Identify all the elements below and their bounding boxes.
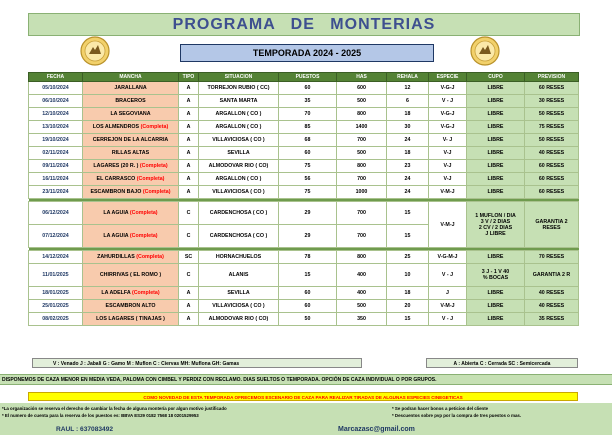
mancha-cell xyxy=(83,147,179,160)
mancha-cell xyxy=(83,300,179,313)
table-row xyxy=(29,134,579,147)
column-header: PUESTOS xyxy=(279,73,337,82)
puestos-cell: 75 xyxy=(279,186,337,199)
cupo-cell: LIBRE xyxy=(467,186,525,199)
mancha-name: LA AGUIA xyxy=(103,233,129,239)
tipo-cell: C xyxy=(179,264,199,287)
tipo-cell: C xyxy=(179,225,199,248)
has-cell: 500 xyxy=(337,147,387,160)
especie-cell: V- J xyxy=(429,134,467,147)
has-cell: 700 xyxy=(337,173,387,186)
completa-badge: (Completa) xyxy=(136,176,165,182)
cupo-cell-line: 3 V / 2 DIAS xyxy=(480,218,511,225)
mancha-name: LOS LAGARES ( TINAJAS ) xyxy=(96,316,165,322)
mancha-name: RILLAS ALTAS xyxy=(111,150,150,156)
prevision-cell: 70 RESES xyxy=(525,251,579,264)
puestos-cell: 56 xyxy=(279,173,337,186)
prevision-cell: 75 RESES xyxy=(525,121,579,134)
fecha-cell: 02/11/2024 xyxy=(29,147,83,160)
cupo-cell xyxy=(467,264,525,287)
tipo-cell: A xyxy=(179,287,199,300)
situacion-cell: VILLAVICIOSA ( CO ) xyxy=(199,300,279,313)
column-header: PREVISION xyxy=(525,73,579,82)
cupo-cell: LIBRE xyxy=(467,287,525,300)
cupo-cell: LIBRE xyxy=(467,300,525,313)
puestos-cell: 78 xyxy=(279,251,337,264)
footer xyxy=(0,403,612,435)
has-cell: 800 xyxy=(337,251,387,264)
fecha-cell: 16/11/2024 xyxy=(29,173,83,186)
mancha-cell xyxy=(83,264,179,287)
especie-cell: J xyxy=(429,287,467,300)
rehala-cell: 10 xyxy=(387,264,429,287)
table-row xyxy=(29,251,579,264)
cupo-cell-line: J LIBRE xyxy=(485,230,506,237)
mancha-name: ZAHURDILLAS xyxy=(97,254,135,260)
has-cell: 800 xyxy=(337,160,387,173)
type-legend: A : Abierta C : Cerrada SC : Semicercada xyxy=(426,358,578,368)
table-row xyxy=(29,108,579,121)
legend xyxy=(28,358,578,368)
especie-cell: V-G-M-J xyxy=(429,251,467,264)
fecha-cell: 05/10/2024 xyxy=(29,82,83,95)
mancha-name: BRACEROS xyxy=(115,98,146,104)
especie-cell: V - J xyxy=(429,313,467,326)
mancha-cell xyxy=(83,160,179,173)
page-title: PROGRAMA DE MONTERIAS xyxy=(28,13,580,36)
prevision-cell: GARANTIA 2 R xyxy=(525,264,579,287)
mancha-cell xyxy=(83,108,179,121)
table-row xyxy=(29,147,579,160)
fecha-cell: 09/11/2024 xyxy=(29,160,83,173)
fecha-cell: 14/12/2024 xyxy=(29,251,83,264)
situacion-cell: VILLAVICIOSA ( CO ) xyxy=(199,134,279,147)
mancha-cell xyxy=(83,82,179,95)
mancha-cell xyxy=(83,186,179,199)
table-row xyxy=(29,186,579,199)
table-row xyxy=(29,264,579,287)
fecha-cell: 06/10/2024 xyxy=(29,95,83,108)
has-cell: 400 xyxy=(337,287,387,300)
situacion-cell: SANTA MARTA xyxy=(199,95,279,108)
especie-cell: V-G-J xyxy=(429,121,467,134)
rehala-cell: 23 xyxy=(387,160,429,173)
mancha-name: LOS ALMENDROS xyxy=(92,124,140,130)
column-header: ESPECIE xyxy=(429,73,467,82)
completa-badge: (Completa) xyxy=(129,233,158,239)
cupo-cell xyxy=(467,202,525,248)
has-cell: 500 xyxy=(337,300,387,313)
column-header: TIPO xyxy=(179,73,199,82)
has-cell: 700 xyxy=(337,134,387,147)
situacion-cell: ARGALLON ( CO ) xyxy=(199,173,279,186)
season-label: TEMPORADA 2024 - 2025 xyxy=(180,44,434,62)
cupo-cell: LIBRE xyxy=(467,82,525,95)
completa-badge: (Completa) xyxy=(131,290,160,296)
cupo-cell-line: 3 J - 1 V 40 xyxy=(481,269,510,275)
cupo-cell: LIBRE xyxy=(467,147,525,160)
completa-badge: (Completa) xyxy=(129,210,158,216)
especie-cell: V-J xyxy=(429,173,467,186)
cupo-cell-line: 1 MUFLON / DIA xyxy=(475,212,516,219)
puestos-cell: 60 xyxy=(279,82,337,95)
rehala-cell: 30 xyxy=(387,121,429,134)
completa-badge: (Completa) xyxy=(142,189,171,195)
cupo-cell: LIBRE xyxy=(467,108,525,121)
situacion-cell: ARGALLON ( CO ) xyxy=(199,108,279,121)
tipo-cell: SC xyxy=(179,251,199,264)
prevision-cell: 60 RESES xyxy=(525,186,579,199)
table-row xyxy=(29,173,579,186)
especie-cell: V - J xyxy=(429,264,467,287)
fecha-cell: 25/01/2025 xyxy=(29,300,83,313)
table-row xyxy=(29,300,579,313)
situacion-cell: CARDENCHOSA ( CO ) xyxy=(199,202,279,225)
cupo-cell: LIBRE xyxy=(467,95,525,108)
mancha-cell xyxy=(83,225,179,248)
mancha-name: CERREJON DE LA ALCARRIA xyxy=(92,137,169,143)
prevision-cell: 60 RESES xyxy=(525,82,579,95)
prevision-cell: 60 RESES xyxy=(525,160,579,173)
cupo-cell: LIBRE xyxy=(467,134,525,147)
fecha-cell: 23/11/2024 xyxy=(29,186,83,199)
table-header-row xyxy=(29,73,579,82)
tipo-cell: A xyxy=(179,121,199,134)
mancha-name: LA AGUIA xyxy=(103,210,129,216)
tipo-cell: A xyxy=(179,82,199,95)
situacion-cell: ALANIS xyxy=(199,264,279,287)
table-row xyxy=(29,313,579,326)
rehala-cell: 15 xyxy=(387,202,429,225)
has-cell: 400 xyxy=(337,264,387,287)
prevision-cell-line: GARANTIA 2 xyxy=(535,218,568,225)
especie-cell: V-G-J xyxy=(429,108,467,121)
tipo-cell: A xyxy=(179,134,199,147)
tipo-cell: A xyxy=(179,313,199,326)
especie-cell: V-M-J xyxy=(429,300,467,313)
club-logo-right-icon xyxy=(470,36,500,66)
mancha-cell xyxy=(83,95,179,108)
small-game-note: DISPONEMOS DE CAZA MENOR EN MEDIA VEDA, PALOMA CON CIMBEL Y PERDIZ CON RECLAMO. DIAS SUELTOS O TEMPORADA. OPCIÓN DE CAZA INDIVIDUAL O POR GRUPOS. xyxy=(0,374,612,385)
fecha-cell: 12/10/2024 xyxy=(29,108,83,121)
rehala-cell: 18 xyxy=(387,147,429,160)
situacion-cell: SEVILLA xyxy=(199,287,279,300)
rehala-cell: 20 xyxy=(387,300,429,313)
mancha-name: LA SEGOVIANA xyxy=(110,111,151,117)
situacion-cell: TORREJON RUBIO ( CC) xyxy=(199,82,279,95)
has-cell: 1400 xyxy=(337,121,387,134)
especie-cell: V-M-J xyxy=(429,202,467,248)
tipo-cell: A xyxy=(179,95,199,108)
has-cell: 700 xyxy=(337,225,387,248)
situacion-cell: VILLAVICIOSA ( CO ) xyxy=(199,186,279,199)
has-cell: 1000 xyxy=(337,186,387,199)
tipo-cell: A xyxy=(179,186,199,199)
column-header: MANCHA xyxy=(83,73,179,82)
situacion-cell: HORNACHUELOS xyxy=(199,251,279,264)
column-header: FECHA xyxy=(29,73,83,82)
species-legend: V : Venado J : Jabali G : Gamo M : Muflon C : Ciervas MH: Muflona GH: Gamas xyxy=(32,358,362,368)
footer-date-change-note: *La organización se reserva el derecho de cambiar la fecha de alguna montería por algun motivo justificado xyxy=(2,406,227,411)
cupo-cell: LIBRE xyxy=(467,173,525,186)
table-row xyxy=(29,160,579,173)
especie-cell: V-J xyxy=(429,160,467,173)
fecha-cell: 18/01/2025 xyxy=(29,287,83,300)
mancha-name: ESCAMBRON BAJO xyxy=(90,189,142,195)
tipo-cell: C xyxy=(179,202,199,225)
rehala-cell: 15 xyxy=(387,225,429,248)
puestos-cell: 70 xyxy=(279,108,337,121)
especie-cell: V-M-J xyxy=(429,186,467,199)
tipo-cell: A xyxy=(179,160,199,173)
rehala-cell: 24 xyxy=(387,186,429,199)
mancha-cell xyxy=(83,202,179,225)
table-row xyxy=(29,202,579,225)
table-row xyxy=(29,82,579,95)
footer-bonus-note: * Se podran hacer bonos a peticion del cliente xyxy=(392,406,489,411)
has-cell: 800 xyxy=(337,108,387,121)
prevision-cell xyxy=(525,202,579,248)
especie-cell: V - J xyxy=(429,95,467,108)
monterias-table xyxy=(28,72,579,326)
puestos-cell: 85 xyxy=(279,121,337,134)
footer-account-note: * El numero de cuenta para la reserva de los puestos es: BBVA ES29 0182 7568 18 0201529953 xyxy=(2,413,199,418)
column-header: SITUACION xyxy=(199,73,279,82)
fecha-cell: 07/12/2024 xyxy=(29,225,83,248)
fecha-cell: 06/12/2024 xyxy=(29,202,83,225)
rehala-cell: 25 xyxy=(387,251,429,264)
cupo-cell: LIBRE xyxy=(467,313,525,326)
has-cell: 350 xyxy=(337,313,387,326)
situacion-cell: ALMODOVAR RIO ( CO) xyxy=(199,313,279,326)
rehala-cell: 24 xyxy=(387,173,429,186)
situacion-cell: CARDENCHOSA ( CO ) xyxy=(199,225,279,248)
rehala-cell: 18 xyxy=(387,287,429,300)
prevision-cell: 40 RESES xyxy=(525,300,579,313)
mancha-cell xyxy=(83,251,179,264)
mancha-name: ESCAMBRON ALTO xyxy=(105,303,156,309)
puestos-cell: 29 xyxy=(279,202,337,225)
contact-phone: RAUL : 637083492 xyxy=(56,426,114,433)
mancha-name: LAGARES (20 R. ) xyxy=(93,163,139,169)
puestos-cell: 60 xyxy=(279,147,337,160)
prevision-cell: 35 RESES xyxy=(525,313,579,326)
table-row xyxy=(29,287,579,300)
situacion-cell: ALMODOVAR RIO ( CO) xyxy=(199,160,279,173)
puestos-cell: 60 xyxy=(279,287,337,300)
cupo-cell: LIBRE xyxy=(467,251,525,264)
mancha-name: CHIRRIVAS ( EL ROMO ) xyxy=(99,272,162,278)
situacion-cell: SEVILLA xyxy=(199,147,279,160)
column-header: REHALA xyxy=(387,73,429,82)
table-row xyxy=(29,95,579,108)
fecha-cell: 08/02/2025 xyxy=(29,313,83,326)
completa-badge: (Completa) xyxy=(139,163,168,169)
has-cell: 500 xyxy=(337,95,387,108)
footer-discount-note: * Descuentos sobre pvp por la compra de tres puestos o mas. xyxy=(392,413,522,418)
especie-cell: V-G-J xyxy=(429,82,467,95)
fecha-cell: 13/10/2024 xyxy=(29,121,83,134)
fecha-cell: 11/01/2025 xyxy=(29,264,83,287)
rehala-cell: 6 xyxy=(387,95,429,108)
puestos-cell: 75 xyxy=(279,160,337,173)
club-logo-left-icon xyxy=(80,36,110,66)
mancha-cell xyxy=(83,313,179,326)
mancha-name: EL CARRASCO xyxy=(96,176,136,182)
rehala-cell: 15 xyxy=(387,313,429,326)
cupo-cell-line: % BOCAS xyxy=(482,275,509,281)
prevision-cell: 30 RESES xyxy=(525,95,579,108)
prevision-cell: 60 RESES xyxy=(525,173,579,186)
has-cell: 600 xyxy=(337,82,387,95)
fecha-cell: 19/10/2024 xyxy=(29,134,83,147)
cupo-cell-line: 2 CV / 2 DIAS xyxy=(478,224,513,231)
rehala-cell: 18 xyxy=(387,108,429,121)
novelty-note: COMO NOVEDAD DE ESTA TEMPORADA OFRECEMOS ESCENARIO DE CAZA PARA REALIZAR TIRADAS DE ALGUNAS ESPECIES CINEGETICAS xyxy=(28,392,578,401)
rehala-cell: 12 xyxy=(387,82,429,95)
puestos-cell: 35 xyxy=(279,95,337,108)
contact-email[interactable]: Marcazasc@gmail.com xyxy=(338,426,415,433)
situacion-cell: ARGALLON ( CO ) xyxy=(199,121,279,134)
column-header: HAS xyxy=(337,73,387,82)
mancha-name: JARALLANA xyxy=(114,85,147,91)
cupo-cell: LIBRE xyxy=(467,160,525,173)
prevision-cell: 50 RESES xyxy=(525,108,579,121)
prevision-cell: 40 RESES xyxy=(525,147,579,160)
puestos-cell: 60 xyxy=(279,300,337,313)
mancha-cell xyxy=(83,173,179,186)
especie-cell: V-J xyxy=(429,147,467,160)
table-row xyxy=(29,121,579,134)
mancha-name: LA ADELFA xyxy=(101,290,131,296)
prevision-cell-line: RESES xyxy=(542,224,561,231)
cupo-cell: LIBRE xyxy=(467,121,525,134)
mancha-cell xyxy=(83,287,179,300)
mancha-cell xyxy=(83,134,179,147)
mancha-cell xyxy=(83,121,179,134)
completa-badge: (Completa) xyxy=(140,124,169,130)
prevision-cell: 50 RESES xyxy=(525,134,579,147)
completa-badge: (Completa) xyxy=(136,254,164,260)
tipo-cell: A xyxy=(179,108,199,121)
tipo-cell: A xyxy=(179,147,199,160)
puestos-cell: 68 xyxy=(279,134,337,147)
puestos-cell: 15 xyxy=(279,264,337,287)
has-cell: 700 xyxy=(337,202,387,225)
column-header: CUPO xyxy=(467,73,525,82)
prevision-cell: 40 RESES xyxy=(525,287,579,300)
tipo-cell: A xyxy=(179,300,199,313)
puestos-cell: 29 xyxy=(279,225,337,248)
rehala-cell: 24 xyxy=(387,134,429,147)
puestos-cell: 50 xyxy=(279,313,337,326)
tipo-cell: A xyxy=(179,173,199,186)
